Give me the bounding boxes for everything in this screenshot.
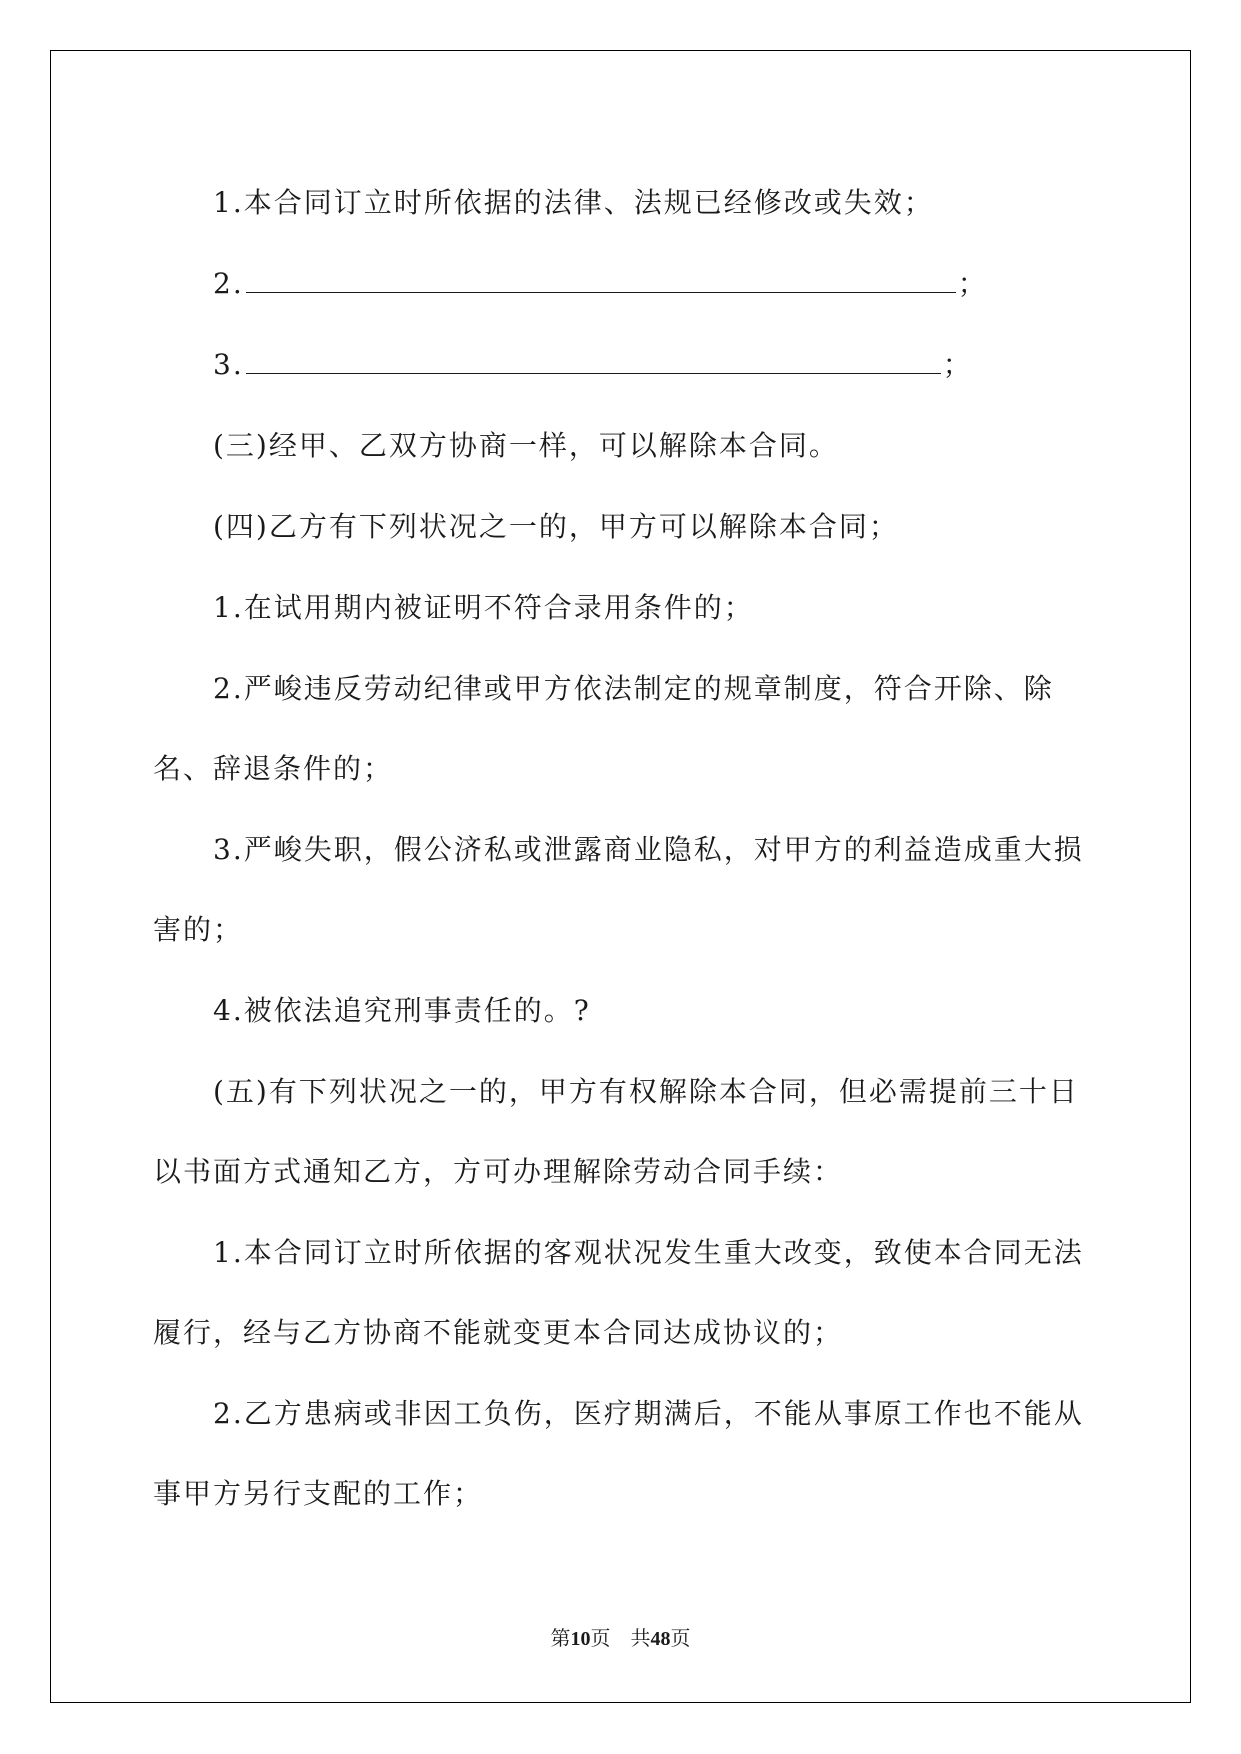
- item-punctuation: ；: [957, 267, 988, 300]
- paragraph: 4.被依法追究刑事责任的。?: [213, 994, 591, 1027]
- paragraph-blank-item: [153, 325, 1091, 405]
- paragraph: (四)乙方有下列状况之一的，甲方可以解除本合同；: [213, 510, 899, 543]
- paragraph: 2.乙方患病或非因工负伤，医疗期满后，不能从事原工作也不能从事甲方另行支配的工作；: [153, 1397, 1084, 1510]
- paragraph: 3.严峻失职，假公济私或泄露商业隐私，对甲方的利益造成重大损害的；: [153, 833, 1084, 946]
- paragraph-blank-item: [153, 244, 1091, 324]
- page-number: 10: [570, 1628, 591, 1650]
- item-number: 2.: [213, 267, 244, 300]
- paragraph: (五)有下列状况之一的，甲方有权解除本合同，但必需提前三十日以书面方式通知乙方，方可办理解除劳动合同手续：: [153, 1075, 1079, 1188]
- item-punctuation: ；: [942, 348, 973, 381]
- page-footer: [0, 1622, 1241, 1651]
- paragraph: 2.严峻违反劳动纪律或甲方依法制定的规章制度，符合开除、除名、辞退条件的；: [153, 672, 1054, 785]
- page-prefix: 第: [550, 1628, 571, 1650]
- page-suffix: 页: [590, 1628, 611, 1650]
- paragraph: 1.在试用期内被证明不符合录用条件的；: [213, 591, 754, 624]
- total-suffix: 页: [670, 1628, 691, 1650]
- paragraph: 1.本合同订立时所依据的客观状况发生重大改变，致使本合同无法履行，经与乙方协商不能就变更本合同达成协议的；: [153, 1236, 1084, 1349]
- fill-in-blank: [246, 349, 941, 374]
- fill-in-blank: [246, 268, 956, 293]
- total-pages: 48: [650, 1628, 671, 1650]
- item-number: 3.: [213, 348, 244, 381]
- document-body: [153, 163, 1091, 1534]
- paragraph: 1.本合同订立时所依据的法律、法规已经修改或失效；: [213, 186, 934, 219]
- total-prefix: 共: [630, 1628, 651, 1650]
- paragraph: (三)经甲、乙双方协商一样，可以解除本合同。: [213, 429, 839, 462]
